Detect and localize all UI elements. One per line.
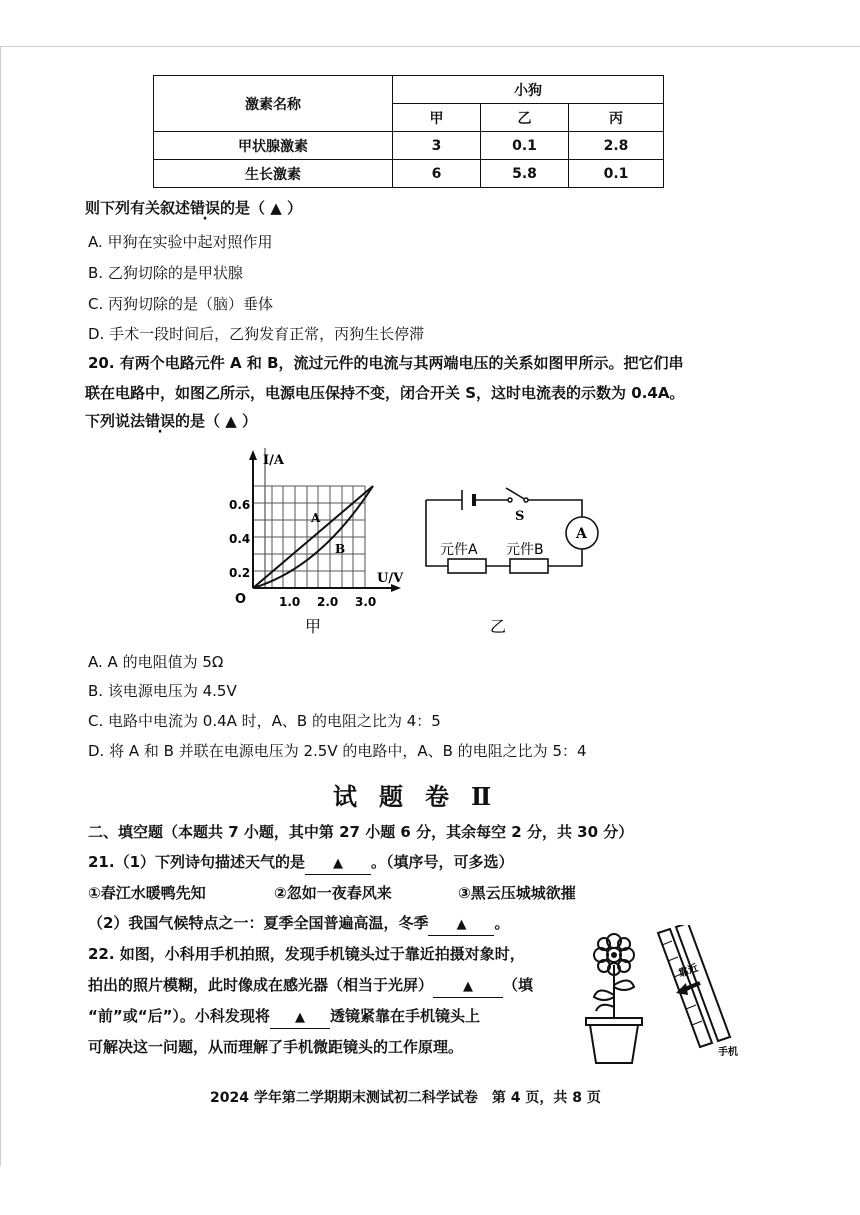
table-cell: 5.8 xyxy=(481,160,569,188)
q21-poem-2: ②忽如一夜春风来 xyxy=(274,884,392,902)
table-row xyxy=(154,132,664,160)
x-tick-label: 3.0 xyxy=(355,595,377,609)
q19-stem: 则下列有关叙述错误的是（ ▲ ） xyxy=(85,199,303,217)
q20-line2: 联在电路中，如图乙所示，电源电压保持不变，闭合开关 S，这时电流表的示数为 0.4A。 xyxy=(85,384,685,402)
phone-label: 手机 xyxy=(718,1047,738,1058)
q21-poem-1: ①春江水暖鸭先知 xyxy=(88,884,206,902)
q20-option-b: B. 该电源电压为 4.5V xyxy=(88,682,237,700)
q21-poem-3: ③黑云压城城欲摧 xyxy=(458,884,576,902)
page-footer: 2024 学年第二学期期末测试初二科学试卷 第 4 页，共 8 页 xyxy=(210,1090,601,1106)
table-header-dog: 丙 xyxy=(569,104,664,132)
q21-line3: （2）我国气候特点之一：夏季全国普遍高温，冬季 ▲ 。 xyxy=(88,913,509,936)
table-cell: 0.1 xyxy=(569,160,664,188)
iv-graph xyxy=(225,448,415,638)
q19-option-a: A. 甲狗在实验中起对照作用 xyxy=(88,233,273,251)
page-top-border xyxy=(0,46,860,47)
table-cell: 6 xyxy=(393,160,481,188)
q20-option-a: A. A 的电阻值为 5Ω xyxy=(88,653,224,671)
circuit-diagram xyxy=(418,478,608,638)
page-left-border xyxy=(0,46,1,1166)
q22-line1: 22. 如图，小科用手机拍照，发现手机镜头过于靠近拍摄对象时， xyxy=(88,945,525,963)
hormone-table xyxy=(153,75,664,188)
answer-blank: ▲ xyxy=(305,852,371,875)
table-cell: 2.8 xyxy=(569,132,664,160)
q21-line1: 21.（1）下列诗句描述天气的是 ▲ 。（填序号，可多选） xyxy=(88,852,514,875)
answer-blank: ▲ xyxy=(433,975,503,998)
q22-line4: 可解决这一问题，从而理解了手机微距镜头的工作原理。 xyxy=(88,1038,464,1056)
curve-a-label: A xyxy=(311,511,321,525)
q20-line3: 下列说法错误的是（ ▲ ） xyxy=(85,412,258,430)
answer-blank: ▲ xyxy=(428,913,494,936)
emphasis-text: 错误 xyxy=(145,412,176,430)
table-header-group: 小狗 xyxy=(393,76,664,104)
q20-line1: 20. 有两个电路元件 A 和 B，流过元件的电流与其两端电压的关系如图甲所示。把它们串 xyxy=(88,354,684,372)
q19-option-b: B. 乙狗切除的是甲状腺 xyxy=(88,264,243,282)
close-label: 靠近 xyxy=(677,962,700,980)
emphasis-text: 错误 xyxy=(190,199,221,217)
graph-caption: 甲 xyxy=(305,617,322,636)
table-header-dog: 甲 xyxy=(393,104,481,132)
table-cell: 0.1 xyxy=(481,132,569,160)
table-header-dog: 乙 xyxy=(481,104,569,132)
section-title: 试题卷Ⅱ xyxy=(333,782,514,811)
table-cell: 生长激素 xyxy=(154,160,393,188)
table-cell: 甲状腺激素 xyxy=(154,132,393,160)
table-header-name: 激素名称 xyxy=(154,76,393,132)
q22-figure xyxy=(580,925,760,1065)
resistor-b xyxy=(510,559,548,573)
switch-label: S xyxy=(515,509,525,524)
q20-option-c: C. 电路中电流为 0.4A 时，A、B 的电阻之比为 4：5 xyxy=(88,712,441,730)
y-tick-label: 0.2 xyxy=(229,566,251,580)
table-cell: 3 xyxy=(393,132,481,160)
q19-option-c: C. 丙狗切除的是（脑）垂体 xyxy=(88,295,274,313)
table-row xyxy=(154,160,664,188)
y-tick-label: 0.6 xyxy=(229,498,251,512)
x-tick-label: 1.0 xyxy=(279,595,301,609)
resistor-a xyxy=(448,559,486,573)
element-b-label: 元件B xyxy=(506,542,544,558)
section-heading: 二、填空题（本题共 7 小题，其中第 27 小题 6 分，其余每空 2 分，共 30 分） xyxy=(88,823,634,841)
x-tick-label: 2.0 xyxy=(317,595,339,609)
q22-line2: 拍出的照片模糊，此时像成在感光器（相当于光屏） ▲ （填 xyxy=(88,975,533,998)
element-a-label: 元件A xyxy=(440,542,478,558)
q22-line3: “前”或“后”）。小科发现将 ▲ 透镜紧靠在手机镜头上 xyxy=(88,1006,480,1029)
q20-option-d: D. 将 A 和 B 并联在电源电压为 2.5V 的电路中，A、B 的电阻之比为 5：4 xyxy=(88,742,587,760)
origin-label: O xyxy=(235,592,247,607)
y-tick-label: 0.4 xyxy=(229,532,251,546)
answer-blank: ▲ xyxy=(270,1006,330,1029)
x-axis-label: U/V xyxy=(377,571,404,586)
circuit-caption: 乙 xyxy=(490,617,507,636)
y-axis-label: I/A xyxy=(263,453,284,468)
ammeter-label: A xyxy=(576,526,587,542)
curve-b-label: B xyxy=(335,542,346,556)
q19-option-d: D. 手术一段时间后，乙狗发育正常，丙狗生长停滞 xyxy=(88,325,425,343)
